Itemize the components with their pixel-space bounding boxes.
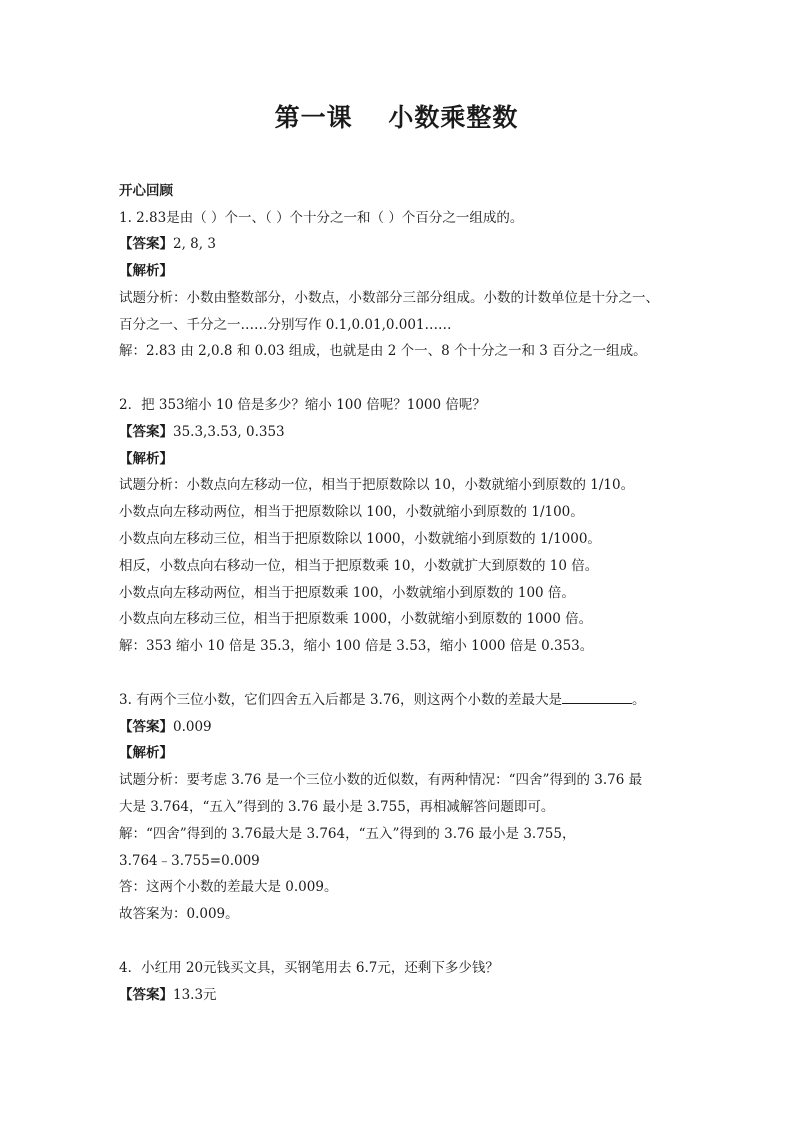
analysis-line: 相反，小数点向右移动一位，相当于把原数乘 10，小数就扩大到原数的 10 倍。 bbox=[119, 557, 599, 574]
analysis-line: 解：“四舍”得到的 3.76最大是 3.764，“五入”得到的 3.76 最小是 3.755， bbox=[119, 825, 576, 842]
answer-tag: 【答案】 bbox=[119, 423, 173, 440]
analysis-tag: 【解析】 bbox=[119, 745, 173, 762]
analysis-line: 大是 3.764，“五入”得到的 3.76 最小是 3.755，再相减解答问题即可。 bbox=[119, 799, 555, 816]
analysis-line: 答：这两个小数的差最大是 0.009。 bbox=[119, 879, 338, 896]
answer-value: 13.3元 bbox=[173, 986, 217, 1003]
answer-tag: 【答案】 bbox=[119, 986, 173, 1003]
question-block-4 bbox=[119, 955, 694, 1009]
answer-tag: 【答案】 bbox=[119, 718, 173, 735]
analysis-line: 百分之一、千分之一……分别写作 0.1,0.01,0.001…… bbox=[119, 316, 452, 333]
question-text: 4．小红用 20元钱买文具，买钢笔用去 6.7元，还剩下多少钱？ bbox=[119, 959, 499, 976]
question-block-1 bbox=[119, 205, 694, 366]
analysis-line: 解：2.83 由 2,0.8 和 0.03 组成，也就是由 2 个一、8 个十分之一和 3 百分之一组成。 bbox=[119, 343, 647, 360]
answer-line bbox=[119, 419, 694, 446]
answer-value: 2, 8, 3 bbox=[173, 236, 216, 253]
answer-value: 35.3,3.53, 0.353 bbox=[173, 423, 285, 440]
analysis-line: 故答案为：0.009。 bbox=[119, 906, 239, 923]
page-title: 第一课 小数乘整数 bbox=[274, 103, 519, 132]
analysis-line: 3.764﹣3.755=0.009 bbox=[119, 852, 260, 869]
question-text: 1. 2.83是由（ ）个一、（ ）个十分之一和（ ）个百分之一组成的。 bbox=[119, 209, 524, 226]
question-text bbox=[119, 687, 694, 714]
analysis-line: 小数点向左移动三位，相当于把原数除以 1000，小数就缩小到原数的 1/1000。 bbox=[119, 531, 601, 548]
analysis-line: 试题分析：小数点向左移动一位，相当于把原数除以 10，小数就缩小到原数的 1/10。 bbox=[119, 477, 635, 494]
answer-tag: 【答案】 bbox=[119, 236, 173, 253]
analysis-line: 解：353 缩小 10 倍是 35.3，缩小 100 倍是 3.53，缩小 1000 倍是 0.353。 bbox=[119, 638, 594, 655]
question-text-before: 3. 有两个三位小数，它们四舍五入后都是 3.76，则这两个小数的差最大是 bbox=[119, 691, 563, 708]
question-text: 2．把 353缩小 10 倍是多少？缩小 100 倍呢？1000 倍呢？ bbox=[119, 397, 486, 414]
question-block-2 bbox=[119, 392, 694, 660]
answer-value: 0.009 bbox=[173, 718, 212, 735]
section-heading: 开心回顾 bbox=[119, 183, 173, 199]
answer-line bbox=[119, 714, 694, 741]
answer-line bbox=[119, 231, 694, 258]
question-text-after: 。 bbox=[632, 691, 646, 708]
analysis-tag: 【解析】 bbox=[119, 450, 173, 467]
answer-blank bbox=[562, 691, 632, 704]
analysis-line: 小数点向左移动三位，相当于把原数乘 1000，小数就缩小到原数的 1000 倍。 bbox=[119, 611, 593, 628]
question-block-3 bbox=[119, 687, 694, 928]
analysis-line: 小数点向左移动两位，相当于把原数除以 100，小数就缩小到原数的 1/100。 bbox=[119, 504, 584, 521]
analysis-line: 试题分析：小数由整数部分，小数点，小数部分三部分组成。小数的计数单位是十分之一、 bbox=[119, 289, 659, 306]
analysis-line: 小数点向左移动两位，相当于把原数乘 100，小数就缩小到原数的 100 倍。 bbox=[119, 584, 575, 601]
answer-line bbox=[119, 982, 694, 1009]
analysis-tag: 【解析】 bbox=[119, 263, 173, 280]
analysis-line: 试题分析：要考虑 3.76 是一个三位小数的近似数，有两种情况：“四舍”得到的 3.76 最 bbox=[119, 772, 643, 789]
